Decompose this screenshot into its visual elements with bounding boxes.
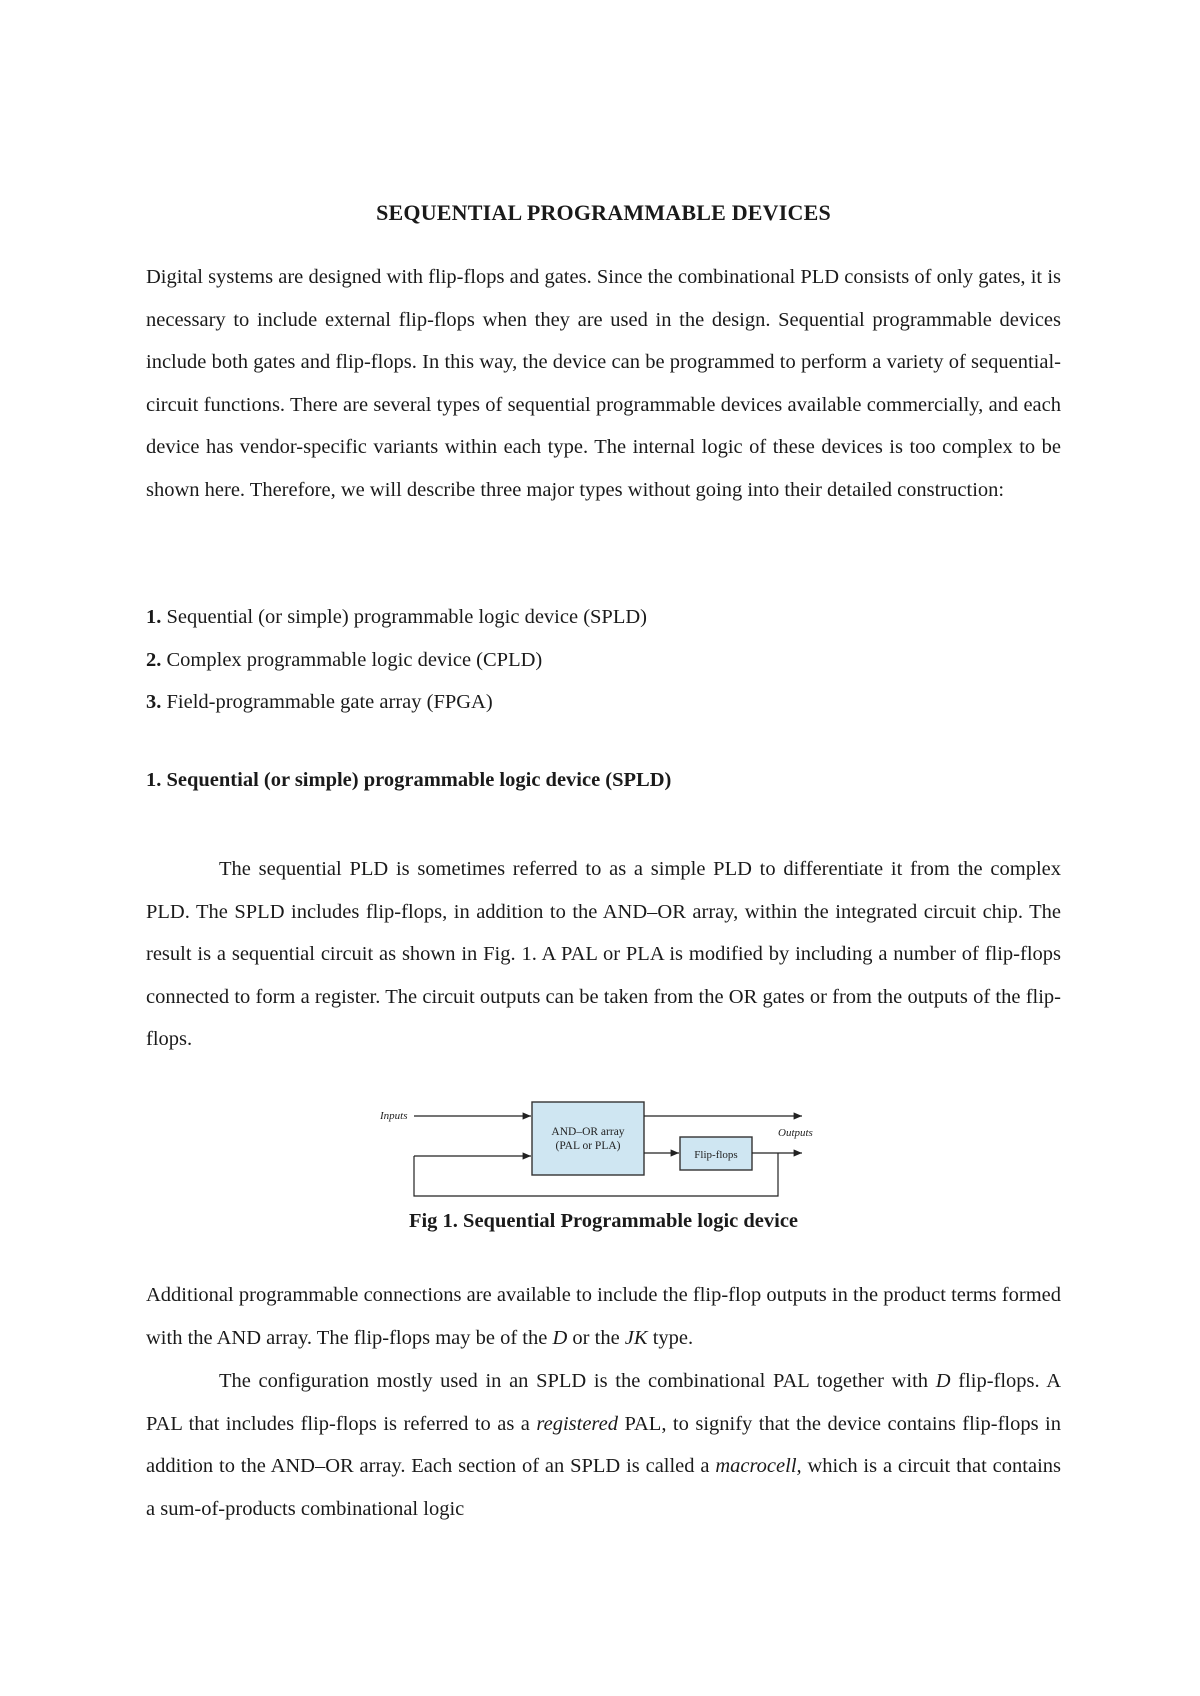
outputs-label: Outputs (778, 1127, 813, 1139)
list-item-text: Complex programmable logic device (CPLD) (166, 648, 543, 671)
list-item-text: Field-programmable gate array (FPGA) (166, 691, 493, 714)
list-item-text: Sequential (or simple) programmable logic device (SPLD) (166, 606, 647, 628)
configuration-paragraph (146, 1360, 1061, 1530)
spld-paragraph: The sequential PLD is sometimes referred to as a simple PLD to differentiate it from the complex PLD. The SPLD includes flip-flops, in addition to the AND–OR array, within the integrated circuit chip. The result is a sequential circuit as shown in Fig. 1. A PAL or PLA is modified by including a number of flip-flops connected to form a register. The circuit outputs can be taken from the OR gates or from the outputs of the flip-flops. (146, 858, 1061, 1051)
text-run-italic: macrocell, (715, 1455, 802, 1478)
flip-flops-label: Flip-flops (694, 1149, 738, 1161)
device-types-list (146, 596, 647, 724)
text-run-italic: JK (624, 1326, 648, 1349)
list-item (146, 596, 647, 639)
text-run: flip-flops. A PAL that includes flip-flops is referred to as a (146, 1370, 1062, 1435)
list-item-number: 1. (146, 606, 162, 628)
text-run: which is a circuit that contains a sum-of-products combinational logic (146, 1455, 1061, 1520)
text-run-italic: registered (536, 1412, 618, 1435)
text-run: The configuration mostly used in an SPLD is the combinational PAL together with (219, 1370, 936, 1392)
inputs-label: Inputs (380, 1110, 408, 1122)
text-run: or the (567, 1326, 625, 1349)
additional-connections-paragraph (146, 1274, 1061, 1359)
list-item-number: 2. (146, 648, 162, 671)
list-item-number: 3. (146, 691, 162, 714)
page-title: SEQUENTIAL PROGRAMMABLE DEVICES (376, 200, 831, 225)
text-run: type. (647, 1326, 694, 1349)
and-or-array-box (532, 1102, 644, 1175)
and-or-array-label: AND–OR array (551, 1126, 625, 1138)
list-item (146, 681, 647, 724)
spld-block-diagram (380, 1092, 820, 1204)
text-run-italic: D (935, 1370, 951, 1392)
section-heading-spld: 1. Sequential (or simple) programmable logic device (SPLD) (146, 769, 672, 791)
text-run: PAL, to signify that the device contains flip-flops in addition to the AND–OR array. Each section of an SPLD is called a (146, 1412, 1061, 1478)
intro-paragraph: Digital systems are designed with flip-flops and gates. Since the combinational PLD consists of only gates, it is necessary to include external flip-flops when they are used in the design. Sequential programmable devices include both gates and flip-flops. In this way, the device can be programmed to perform a variety of sequential-circuit functions. There are several types of sequential programmable devices available commercially, and each device has vendor-specific variants within each type. The internal logic of these devices is too complex to be shown here. Therefore, we will describe three major types without going into their detailed construction: (146, 266, 1061, 501)
figure-caption: Fig 1. Sequential Programmable logic device (408, 1210, 799, 1232)
text-run-italic: D (552, 1326, 568, 1349)
text-run: Additional programmable connections are available to include the flip-flop outputs in the product terms formed with the AND array. The flip-flops may be of the (146, 1284, 1061, 1349)
list-item (146, 639, 647, 682)
and-or-array-sublabel: (PAL or PLA) (555, 1140, 621, 1152)
